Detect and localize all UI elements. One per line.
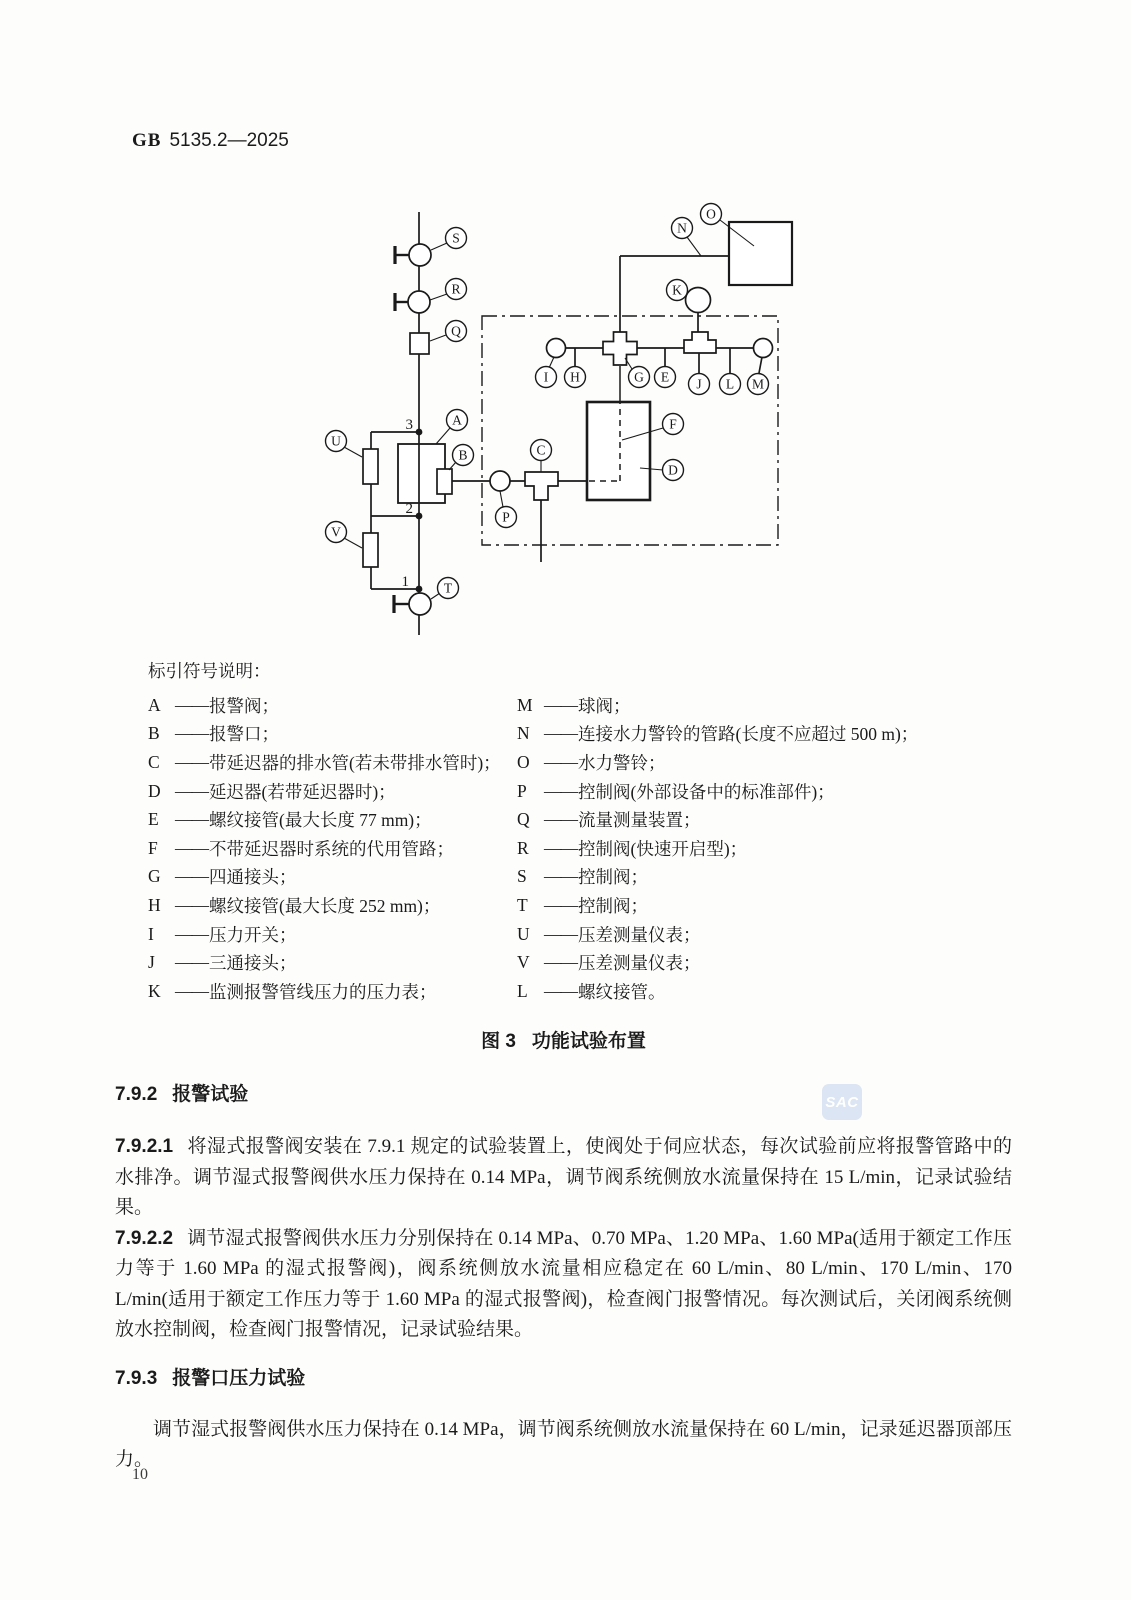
legend-description: 报警口；: [209, 724, 279, 745]
label-letter-J: J: [696, 376, 702, 392]
legend-description: 压差测量仪表；: [578, 924, 701, 945]
three-way-J-symbol: [684, 332, 716, 353]
label-letter-C: C: [536, 442, 546, 458]
dp-gauge-V-symbol: [363, 533, 378, 567]
diagram-label-bubbles: [326, 204, 769, 599]
figure-3-test-arrangement-diagram: [0, 0, 1131, 668]
clause-paragraph-7.9.2.1: [115, 1132, 1012, 1224]
legend-letter: U: [517, 923, 530, 944]
legend-description: 球阀；: [578, 695, 631, 716]
legend-letter: J: [148, 952, 155, 973]
legend-dash: ——: [544, 894, 577, 915]
legend-letter: R: [517, 837, 529, 858]
legend-item-R: [517, 834, 918, 863]
legend-description: 螺纹接管(最大长度 77 mm)；: [209, 810, 432, 831]
legend-item-U: [517, 920, 918, 949]
label-letter-N: N: [677, 220, 687, 236]
legend-letter: F: [148, 837, 158, 858]
legend-description: 压差测量仪表；: [578, 953, 701, 974]
legend-dash: ——: [175, 809, 208, 830]
legend-description: 监测报警管线压力的压力表；: [209, 981, 437, 1002]
legend-item-C: [148, 748, 501, 777]
legend-item-E: [148, 805, 501, 834]
legend-item-L: [517, 977, 918, 1006]
page-number: 10: [132, 1466, 148, 1483]
legend-description: 四通接头；: [209, 867, 297, 888]
legend-item-S: [517, 863, 918, 892]
legend-item-B: [148, 720, 501, 749]
figure-caption-title: 功能试验布置: [531, 1031, 646, 1052]
legend-dash: ——: [175, 723, 208, 744]
label-letter-B: B: [458, 447, 468, 463]
label-letter-S: S: [452, 230, 460, 246]
legend-item-M: [517, 691, 918, 720]
clause-number: 7.9.2.2: [115, 1227, 174, 1249]
legend-letter: G: [148, 866, 161, 887]
section-heading-7.9.2: [115, 1083, 1012, 1107]
section-number: 7.9.3: [115, 1367, 158, 1389]
alarm-port-B-symbol: [437, 469, 452, 494]
section-title: 报警试验: [172, 1084, 249, 1105]
legend-description: 控制阀(快速开启型)；: [578, 838, 748, 859]
section-heading-7.9.3: [115, 1367, 1012, 1391]
legend-dash: ——: [544, 751, 577, 772]
legend-description: 不带延迟器时系统的代用管路；: [209, 838, 454, 859]
legend-dash: ——: [175, 694, 208, 715]
diagram-pipes: [371, 212, 765, 635]
legend-dash: ——: [175, 952, 208, 973]
legend-letter: A: [148, 694, 161, 715]
legend-dash: ——: [175, 866, 208, 887]
figure-caption: [115, 1026, 1012, 1053]
label-letter-E: E: [660, 369, 670, 385]
clause-text: 调节湿式报警阀供水压力分别保持在 0.14 MPa、0.70 MPa、1.20 MPa、1.60 MPa(适用于额定工作压力等于 1.60 MPa 的湿式报警阀)，阀系统侧放水流量相应稳定在 60 L/min、80 L/min、170 L/min、170 L/min(适用于额定工作压力等于 1.60 MPa 的湿式报警阀)，检查阀门报警情况。每次测试后，关闭阀系统侧放水控制阀，检查阀门报警情况，记录试验结果。: [115, 1227, 1012, 1340]
legend-description: 延迟器(若带延迟器时)；: [209, 781, 396, 802]
legend-dash: ——: [175, 894, 208, 915]
legend-dash: ——: [544, 952, 577, 973]
flow-meter-Q-symbol: [410, 333, 429, 354]
legend-item-T: [517, 891, 918, 920]
legend-description: 三通接头；: [209, 953, 297, 974]
water-motor-alarm-O-symbol: [729, 222, 792, 285]
label-letter-F: F: [669, 416, 677, 432]
junction-number-2: 2: [405, 501, 413, 517]
legend-dash: ——: [544, 809, 577, 830]
legend-description: 连接水力警铃的管路(长度不应超过 500 m)；: [578, 724, 919, 745]
legend-description: 水力警铃；: [578, 752, 666, 773]
junction-number-1: 1: [401, 574, 409, 590]
label-letter-K: K: [672, 282, 682, 298]
clause-text: 将湿式报警阀安装在 7.9.1 规定的试验装置上，使阀处于伺应状态，每次试验前应将报警管路中的水排净。调节湿式报警阀供水压力保持在 0.14 MPa，调节阀系统侧放水流量保持在 15 L/min，记录试验结果。: [115, 1136, 1012, 1218]
label-letter-T: T: [443, 580, 453, 596]
legend-item-O: [517, 748, 918, 777]
label-letter-H: H: [570, 369, 580, 385]
legend-dash: ——: [544, 923, 577, 944]
legend-item-H: [148, 891, 501, 920]
junction-number-3: 3: [405, 417, 413, 433]
standard-code-prefix: GB: [132, 130, 162, 151]
legend-letter: S: [517, 866, 527, 887]
legend-column-left: [148, 691, 501, 1006]
pressure-gauge-K-symbol: [686, 288, 711, 313]
standard-code-number: 5135.2—2025: [169, 130, 289, 151]
clause-text: 调节湿式报警阀供水压力保持在 0.14 MPa，调节阀系统侧放水流量保持在 60 L/min，记录延迟器顶部压力。: [115, 1418, 1012, 1470]
legend-description: 压力开关；: [209, 924, 297, 945]
legend-letter: K: [148, 980, 161, 1001]
legend-dash: ——: [544, 723, 577, 744]
legend-letter: N: [517, 723, 530, 744]
clause-text-flow: [115, 1083, 1012, 1476]
legend-description: 流量测量装置；: [578, 810, 701, 831]
legend-dash: ——: [544, 780, 577, 801]
legend-item-P: [517, 777, 918, 806]
figure-caption-number: 图 3: [481, 1031, 516, 1052]
legend-dash: ——: [544, 694, 577, 715]
legend-intro: 标引符号说明：: [148, 661, 271, 681]
label-letter-L: L: [725, 376, 735, 392]
legend-letter: C: [148, 751, 160, 772]
clause-number: 7.9.2.1: [115, 1136, 174, 1157]
legend-item-Q: [517, 805, 918, 834]
legend-description: 控制阀；: [578, 895, 648, 916]
legend-letter: L: [517, 980, 528, 1001]
legend-dash: ——: [175, 780, 208, 801]
legend-dash: ——: [544, 837, 577, 858]
legend-description: 螺纹接管。: [578, 981, 666, 1002]
control-valve-T-symbol: [409, 593, 431, 615]
legend-description: 控制阀(外部设备中的标准部件)；: [578, 781, 835, 802]
retard-chamber-D-symbol: [587, 402, 650, 500]
label-letter-A: A: [452, 412, 462, 428]
section-number: 7.9.2: [115, 1084, 158, 1105]
legend-description: 螺纹接管(最大长度 252 mm)；: [209, 895, 441, 916]
legend-item-I: [148, 920, 501, 949]
legend-letter: H: [148, 894, 161, 915]
legend-letter: E: [148, 809, 159, 830]
drain-pipe-C-symbol: [525, 472, 558, 500]
label-letter-R: R: [451, 281, 461, 297]
legend-letter: I: [148, 923, 154, 944]
legend-dash: ——: [175, 837, 208, 858]
label-letter-D: D: [668, 462, 678, 478]
legend-item-V: [517, 948, 918, 977]
legend-item-K: [148, 977, 501, 1006]
legend-letter: B: [148, 723, 160, 744]
sac-watermark: SAC: [822, 1084, 862, 1120]
ball-valve-M-symbol: [754, 339, 773, 358]
legend-item-F: [148, 834, 501, 863]
legend-letter: Q: [517, 809, 530, 830]
legend-item-G: [148, 863, 501, 892]
clause-paragraph: [115, 1415, 1012, 1476]
label-letter-U: U: [331, 433, 341, 449]
legend-item-N: [517, 720, 918, 749]
pressure-switch-I-symbol: [547, 339, 566, 358]
legend-letter: D: [148, 780, 161, 801]
legend-dash: ——: [175, 980, 208, 1001]
label-letter-I: I: [543, 369, 549, 385]
control-valve-R-symbol: [408, 291, 430, 313]
legend-dash: ——: [175, 751, 208, 772]
legend-description: 报警阀；: [209, 695, 279, 716]
legend-column-right: [517, 691, 918, 1006]
four-way-G-symbol: [603, 332, 637, 365]
legend-letter: O: [517, 751, 530, 772]
legend-dash: ——: [544, 980, 577, 1001]
dp-gauge-U-symbol: [363, 449, 378, 484]
legend-dash: ——: [544, 866, 577, 887]
legend-description: 控制阀；: [578, 867, 648, 888]
legend-item-J: [148, 948, 501, 977]
label-letter-P: P: [502, 509, 510, 525]
legend-item-A: [148, 691, 501, 720]
legend-letter: P: [517, 780, 527, 801]
clause-paragraph-7.9.2.2: [115, 1224, 1012, 1346]
control-valve-S-symbol: [409, 244, 431, 266]
legend-description: 带延迟器的排水管(若未带排水管时)；: [209, 752, 501, 773]
legend-letter: T: [517, 894, 528, 915]
legend-item-D: [148, 777, 501, 806]
label-letter-V: V: [331, 524, 341, 540]
label-letter-M: M: [751, 376, 765, 392]
label-letter-Q: Q: [451, 323, 461, 339]
legend-dash: ——: [175, 923, 208, 944]
control-valve-P-symbol: [490, 471, 510, 491]
component-symbols: [363, 222, 792, 615]
legend-letter: M: [517, 694, 533, 715]
label-letter-G: G: [634, 369, 644, 385]
label-letter-O: O: [706, 206, 716, 222]
section-title: 报警口压力试验: [172, 1367, 306, 1389]
legend-letter: V: [517, 952, 530, 973]
label-leader-lines: [344, 220, 754, 599]
